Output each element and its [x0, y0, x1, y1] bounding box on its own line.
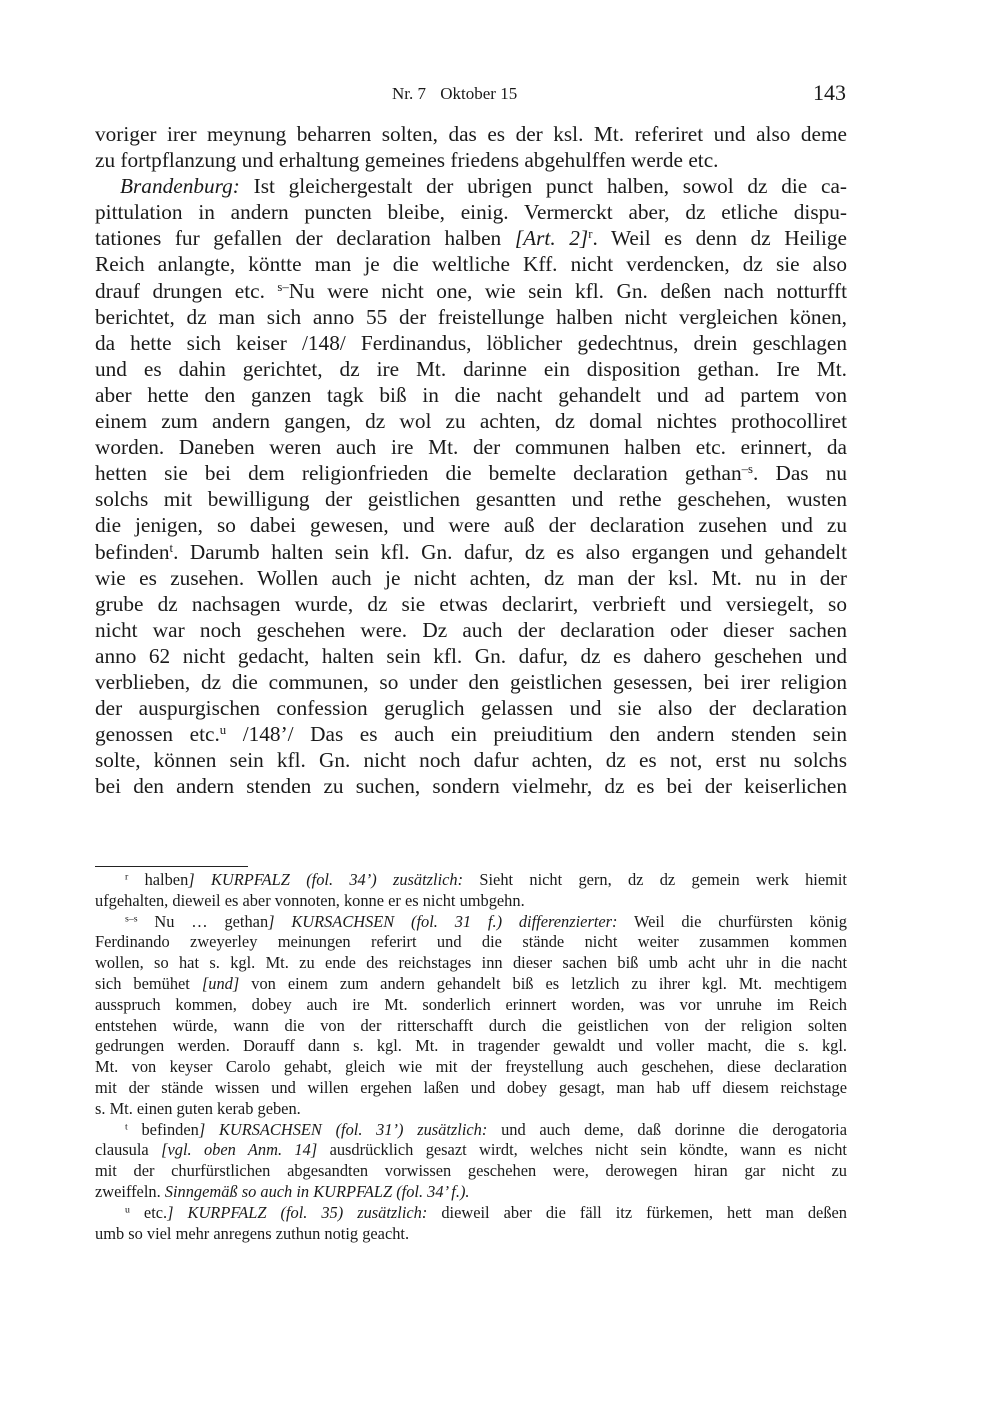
text-run: nicht war noch geschehen were. Dz auch der declaration oder dieser sachen [95, 617, 847, 642]
text-run: halben [128, 870, 189, 889]
italic-text: ] KURPFALZ (fol. 34’) zusätzlich: [188, 870, 464, 889]
footnote-line [95, 1078, 847, 1099]
italic-text: Brandenburg: [120, 174, 240, 199]
footnote [95, 912, 847, 1120]
text-run: worden. Daneben weren auch ire Mt. der communen halben etc. erinnert, da [95, 435, 847, 460]
text-run: verblieben, dz die communen, so under den geistlichen gesessen, bei irer religion [95, 669, 847, 694]
footnote-line [95, 1203, 847, 1224]
text-run: pittulation in andern puncten bleibe, einig. Vermerckt aber, dz etliche dispu- [95, 200, 847, 225]
footnote-marker: t [125, 1121, 128, 1133]
text-run: Sieht nicht gern, dz dz gemein werk hiemit [463, 870, 847, 889]
footnote-line [95, 912, 847, 933]
page-number: 143 [813, 80, 846, 105]
text-run: und es dahin gerichtet, dz ire Mt. darinne ein disposition gethan. Ire Mt. [95, 356, 847, 381]
text-run: sich bemühet [95, 973, 202, 993]
footnote-marker: s– [277, 279, 289, 294]
text-run: berichtet, dz man sich anno 55 der freistellunge halben nicht vergleichen könen, [95, 304, 847, 329]
italic-text: ] KURSACHSEN (fol. 31’) zusätzlich: [198, 1119, 488, 1139]
text-run: /148’/ Das es auch ein preiuditium den andern stenden sein [226, 722, 848, 747]
text-line [95, 669, 847, 695]
footnote-marker: u [219, 723, 227, 738]
footnote-line [95, 1120, 847, 1141]
text-run: . Das nu [753, 461, 847, 486]
footnote-marker: u [125, 1204, 130, 1216]
footnotes [95, 870, 847, 1244]
text-line [95, 382, 847, 408]
text-run: anno 62 nicht gedacht, halten sein kfl. Gn. dafur, dz es dahero geschehen und [95, 643, 847, 668]
text-line [95, 278, 847, 304]
text-run: einem zum andern gangen, dz wol zu achten, dz domal nichtes prothocolliret [95, 409, 847, 434]
footnote [95, 870, 847, 912]
italic-text: ] KURSACHSEN (fol. 31 f.) differenzierter: [268, 911, 618, 931]
paragraph [95, 173, 847, 799]
footnote-line [95, 953, 847, 974]
text-run: zweiffeln. [95, 1181, 165, 1201]
text-run: von einem zum andern gehandelt biß es letzlich zu ihrer kgl. Mt. mechtigem [239, 973, 847, 993]
text-run: Weil die churfürsten könig [617, 911, 847, 931]
text-run: Ferdinando zweyerley meinungen referirt und die stände nicht weiter zusammen kommen [95, 932, 847, 952]
text-run: mit der churfürstlichen abgesandten vorwissen geschehen were, derowegen hiran gar nicht zu [95, 1161, 847, 1181]
text-run: bei den andern stenden zu suchen, sondern vielmehr, dz es bei der keiserlichen [95, 774, 847, 799]
text-run: genossen etc. [95, 722, 220, 747]
footnote-line [95, 1140, 847, 1161]
footnote-line [95, 870, 847, 891]
footnote-line [95, 1224, 847, 1245]
footnote-line [95, 974, 847, 995]
footnote-divider [95, 866, 248, 867]
footnote-line [95, 995, 847, 1016]
text-line [95, 173, 847, 199]
text-line [95, 643, 847, 669]
text-run: wollen, so hat s. kgl. Mt. zu ende des reichstages inn dieser sachen biß umb acht uhr in die nacht [95, 953, 847, 973]
paragraph [95, 121, 847, 173]
text-run: . Weil es denn dz Heilige [592, 226, 847, 251]
footnote-line [95, 891, 847, 912]
footnote-marker: –s [741, 462, 754, 477]
italic-text: [und] [201, 973, 240, 993]
text-line [95, 356, 847, 382]
text-run: zu fortpflanzung und erhaltung gemeines friedens abgehulffen werde etc. [95, 148, 719, 173]
text-run: der auspurgischen confession geruglich gelassen und sie also der declaration [95, 696, 847, 721]
text-line [95, 512, 847, 538]
text-run: die jenigen, so dabei gewesen, und were auß der declaration zusehen und zu [95, 513, 847, 538]
text-run: drauf drungen etc. [95, 278, 278, 303]
footnote-marker: r [588, 227, 593, 242]
document-number: Nr. 7 [392, 84, 426, 103]
footnote-line [95, 1036, 847, 1057]
text-run: Nu … gethan [137, 911, 269, 931]
italic-text: [vgl. oben Anm. 14] [161, 1140, 318, 1160]
text-line [95, 747, 847, 773]
text-run: etc. [129, 1202, 168, 1222]
text-line [95, 251, 847, 277]
text-run: dieweil aber die fäll itz fürkemen, hett man deßen [427, 1202, 847, 1222]
text-line [95, 434, 847, 460]
footnote-marker: r [125, 871, 129, 883]
text-line [95, 565, 847, 591]
text-run: Ist gleichergestalt der ubrigen punct halben, sowol dz die ca- [239, 174, 847, 199]
text-run: s. Mt. einen guten kerab geben. [95, 1098, 301, 1118]
footnote-marker: t [169, 540, 174, 555]
text-line [95, 304, 847, 330]
text-run: solchs mit bewilligung der geistlichen gesantten und rethe geschehen, wusten [95, 487, 847, 512]
footnote-line [95, 1182, 847, 1203]
text-run: Nu were nicht one, wie sein kfl. Gn. deßen nach notturfft [288, 278, 847, 303]
text-run: hetten sie bei dem religionfrieden die bemelte declaration gethan [95, 461, 742, 486]
text-run: aber hette den ganzen tagk biß in die nacht gehandelt und ad partem von [95, 382, 847, 407]
text-run: befinden [95, 539, 170, 564]
header-title [392, 84, 527, 104]
text-run: mit der stände wissen und willen ergehen laßen und dobey gesagt, man hab uff diesem reichstage [95, 1077, 847, 1097]
footnote-line [95, 1161, 847, 1182]
text-run: . Darumb halten sein kfl. Gn. dafur, dz es also ergangen und gehandelt [173, 539, 847, 564]
text-run: Reich anlangte, köntte man je die weltliche Kff. nicht verdencken, dz sie also [95, 252, 847, 277]
document-date: Oktober 15 [440, 84, 518, 103]
text-run: solte, können sein kfl. Gn. nicht noch dafur achten, dz es not, erst nu solchs [95, 748, 847, 773]
text-line [95, 486, 847, 512]
footnote-marker: s–s [125, 913, 138, 925]
text-line [95, 147, 847, 173]
text-line [95, 539, 847, 565]
text-line [95, 617, 847, 643]
italic-text: ] KURPFALZ (fol. 35) zusätzlich: [167, 1202, 428, 1222]
text-run: umb so viel mehr anregens zuthun notig geacht. [95, 1223, 410, 1243]
footnote-line [95, 932, 847, 953]
footnote-line [95, 1016, 847, 1037]
text-line [95, 225, 847, 251]
text-line [95, 695, 847, 721]
italic-text: Sinngemäß so auch in KURPFALZ (fol. 34’ f.). [164, 1181, 470, 1201]
text-run: grube dz nachsagen wurde, dz sie etwas declarirt, verbrieft und versiegelt, so [95, 591, 847, 616]
text-run: wie es zusehen. Wollen auch je nicht achten, dz man der ksl. Mt. nu in der [95, 565, 847, 590]
text-line [95, 460, 847, 486]
text-line [95, 330, 847, 356]
footnote [95, 1120, 847, 1203]
text-run: ausdrücklich gesazt wirdt, welches nicht sein köndte, wann es nicht [317, 1140, 847, 1160]
main-text [95, 121, 847, 799]
text-run: und auch deme, daß dorinne die derogatoria [487, 1119, 848, 1139]
footnote [95, 1203, 847, 1245]
text-run: clausula [95, 1140, 162, 1160]
text-run: ufgehalten, dieweil es aber vonnoten, konne er es nicht umbgehn. [95, 890, 525, 910]
text-run: voriger irer meynung beharren solten, das es der ksl. Mt. referiret und also deme [95, 122, 847, 146]
footnote-line [95, 1099, 847, 1120]
text-run: Mt. von keyser Carolo gehabt, gleich wie mit der freystellung auch geschehen, diese declaration [95, 1057, 847, 1077]
text-run: gedrungen werden. Dorauff dann s. kgl. Mt. in tragender gewaldt und voller macht, die s. kgl. [95, 1036, 847, 1056]
text-line [95, 721, 847, 747]
text-line [95, 408, 847, 434]
text-run: entstehen würde, wann die von der ritterschafft durch die geistlichen von der religion solten [95, 1015, 847, 1035]
text-line [95, 199, 847, 225]
text-run: ausspruch kommen, dobey auch ire Mt. sonderlich erinnert worden, was vor unruhe im Reich [95, 994, 847, 1014]
footnote-line [95, 1057, 847, 1078]
text-line [95, 773, 847, 799]
text-line [95, 591, 847, 617]
text-run: tationes fur gefallen der declaration halben [95, 226, 515, 251]
text-run: befinden [127, 1119, 199, 1139]
text-line [95, 121, 847, 147]
text-run: da hette sich keiser /148/ Ferdinandus, löblicher gedechtnus, drein geschlagen [95, 330, 847, 355]
italic-text: [Art. 2] [514, 226, 589, 251]
